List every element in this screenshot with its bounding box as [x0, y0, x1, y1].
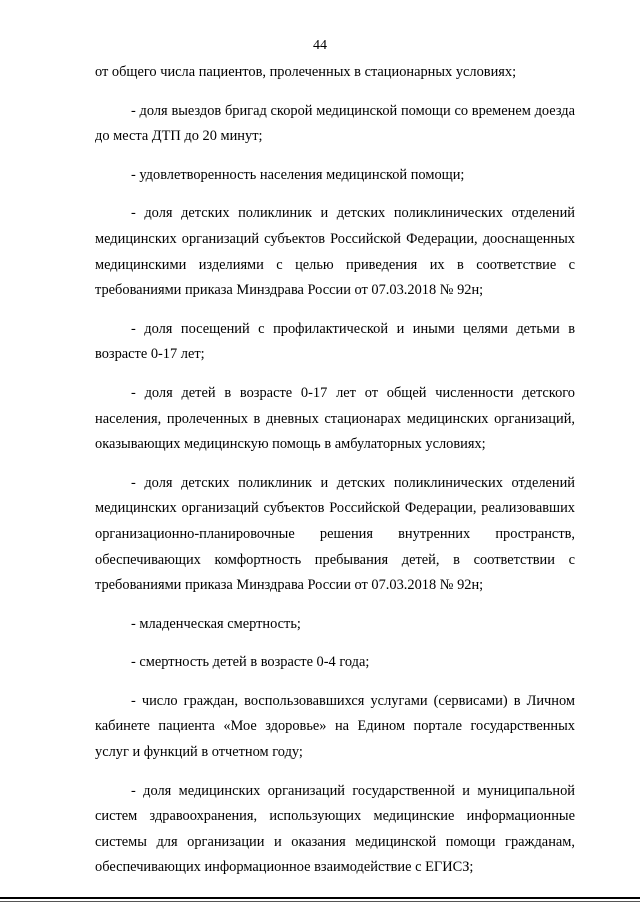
list-item-patient-account: - число граждан, воспользовавшихся услугами (сервисами) в Личном кабинете пациента «Мое здоровье» на Едином портале государственных услуг и функций в отчетном году; — [95, 692, 575, 761]
page-bottom-shadow — [0, 901, 640, 902]
list-item-day-hospital-children: - доля детей в возрасте 0-17 лет от общей численности детского населения, пролеченных в дневных стационарах медицинских организаций, оказывающих медицинскую помощь в амбулаторных условиях; — [95, 384, 575, 453]
list-item-preventive-visits: - доля посещений с профилактической и иными целями детьми в возрасте 0-17 лет; — [95, 320, 575, 363]
page-bottom-edge — [0, 897, 640, 899]
document-body — [95, 60, 575, 894]
list-item-equipped-clinics: - доля детских поликлиник и детских поликлинических отделений медицинских организаций субъектов Российской Федерации, дооснащенных медицинскими изделиями с целью приведения их в соответствие с требованиями приказа Минздрава России от 07.03.2018 № 92н; — [95, 205, 575, 299]
list-item-satisfaction: - удовлетворенность населения медицинской помощи; — [131, 166, 465, 183]
list-item-child-mortality: - смертность детей в возрасте 0-4 года; — [131, 654, 370, 671]
page-number: 44 — [313, 38, 327, 53]
paragraph-continuation: от общего числа пациентов, пролеченных в стационарных условиях; — [95, 64, 517, 80]
list-item-comfort-solutions: - доля детских поликлиник и детских поликлинических отделений медицинских организаций субъектов Российской Федерации, реализовавших организационно-планировочные решения внутренних пространств, обеспечивающих комфортность пребывания детей, в соответствии с требованиями приказа Минздрава России от 07.03.2018 № 92н; — [95, 474, 575, 594]
list-item-ambulance-response: - доля выездов бригад скорой медицинской помощи со временем доезда до места ДТП до 20 минут; — [95, 102, 575, 145]
list-item-egisz-integration: - доля медицинских организаций государственной и муниципальной систем здравоохранения, использующих медицинские информационные системы для организации и оказания медицинской помощи гражданам, обеспечивающих информационное взаимодействие с ЕГИСЗ; — [95, 782, 575, 876]
list-item-infant-mortality: - младенческая смертность; — [131, 615, 301, 632]
